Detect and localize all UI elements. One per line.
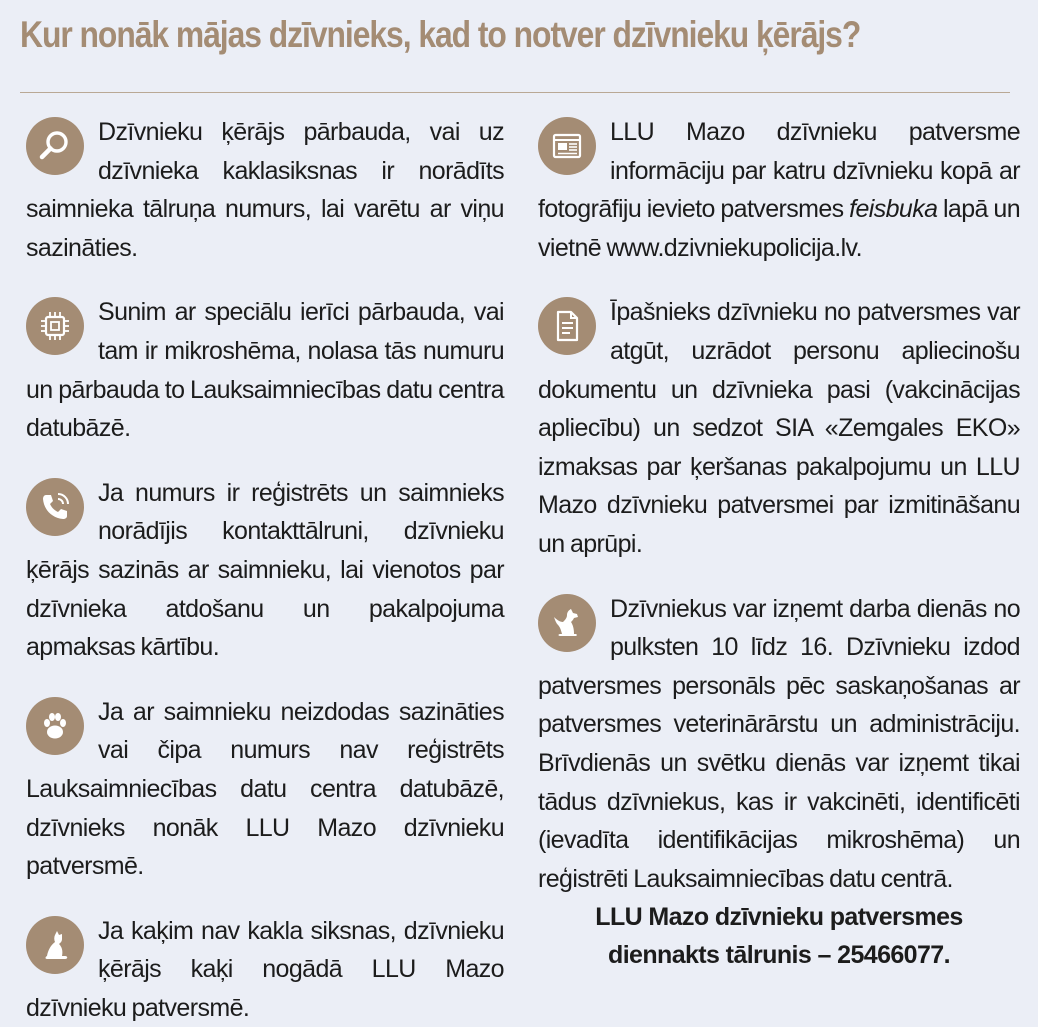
paw-icon (26, 697, 84, 755)
document-icon (538, 297, 596, 355)
list-item (26, 293, 504, 447)
footer-line-2: diennakts tālrunis – 25466077. (608, 941, 950, 970)
phone-icon (26, 478, 84, 536)
item-text: Dzīvniekus var izņemt darba dienās no pulksten 10 līdz 16. Dzīvnieku izdod patversmes personāls pēc saskaņošanas ar patversmes veterinārārstu un administrāciju. Brīvdienās un svētku dienās var izņemt tikai tādus dzīvniekus, kas ir vakcinēti, identificēti (ievadīta identifikācijas mikroshēma) un reģistrēti Lauksaimniecības datu centrā. (538, 594, 1020, 893)
item-text (538, 113, 1020, 267)
item-text: Dzīvnieku ķērājs pārbauda, vai uz dzīvnieka kaklasiksnas ir norādīts saimnieka tālruņa numurs, lai varētu ar viņu sazināties. (26, 118, 504, 262)
dog-icon (538, 594, 596, 652)
footer-line-1: LLU Mazo dzīvnieku patversmes (595, 903, 963, 932)
microchip-icon (26, 297, 84, 355)
list-item (538, 113, 1020, 267)
item-text: Sunim ar speciālu ierīci pārbauda, vai tam ir mikroshēma, nolasa tās numuru un pārbauda to Lauksaimniecības datu centra datubāzē. (26, 298, 504, 443)
list-item (26, 113, 504, 267)
item-text-emphasis: feisbuka (849, 195, 938, 224)
magnifier-icon (26, 117, 84, 175)
list-item (26, 693, 504, 886)
item-text-part: LLU Mazo dzīvnieku patversme informāciju par katru dzīvnieku kopā ar fotogrāfiju ievieto patversmes (538, 118, 1020, 224)
left-column (26, 113, 504, 1027)
list-item (26, 474, 504, 667)
website-icon (538, 117, 596, 175)
list-item (538, 293, 1020, 563)
item-text: Īpašnieks dzīvnieku no patversmes var atgūt, uzrādot personu apliecinošu dokumentu un dzīvnieka pasi (vakcinācijas apliecību) un sedzot SIA «Zemgales EKO» izmaksas par ķeršanas pakalpojumu un LLU Mazo dzīvnieku patversmei par izmitināšanu un aprūpi. (538, 298, 1020, 558)
item-text: Ja ar saimnieku neizdodas sazināties vai čipa numurs nav reģistrēts Lauksaimniecības datu centra datubāzē, dzīvnieks nonāk LLU Mazo dzīvnieku patversmē. (26, 697, 504, 881)
item-text-part: lapā un vietnē www.dzivniekupolicija.lv. (538, 195, 1020, 262)
right-column (538, 113, 1020, 974)
item-text: Ja kaķim nav kakla siksnas, dzīvnieku ķērājs kaķi nogādā LLU Mazo dzīvnieku patversmē. (26, 916, 504, 1022)
list-item (538, 590, 1020, 899)
shelter-phone-footer (538, 898, 1020, 974)
item-text: Ja numurs ir reģistrēts un saimnieks norādījis kontakttālruni, dzīvnieku ķērājs sazinās ar saimnieku, lai vienotos par dzīvnieka atdošanu un pakalpojuma apmaksas kārtību. (26, 478, 504, 662)
cat-icon (26, 916, 84, 974)
page-title: Kur nonāk mājas dzīvnieks, kad to notver dzīvnieku ķērājs? (20, 14, 861, 55)
list-item (26, 912, 504, 1027)
title-divider (20, 92, 1010, 93)
